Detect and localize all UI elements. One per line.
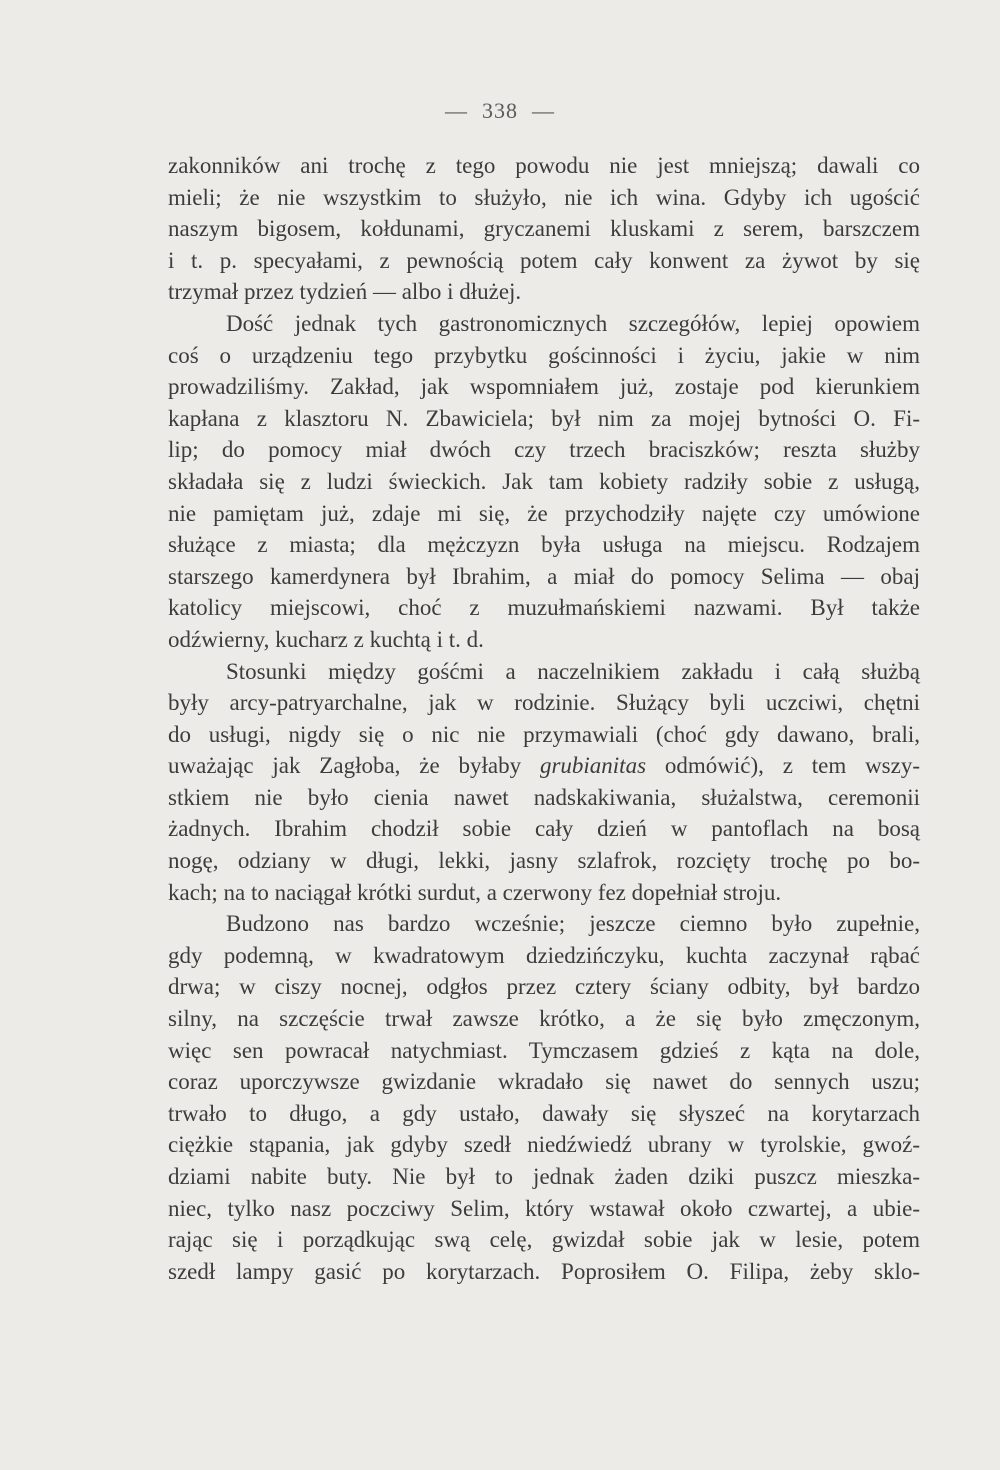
text-line: odźwierny, kucharz z kuchtą i t. d.	[168, 626, 484, 652]
text-line: naszym bigosem, kołdunami, gryczanemi kluskami z serem, barszczem	[168, 216, 920, 242]
text-line: służące z miasta; dla mężczyzn była usługa na miejscu. Rodzajem	[168, 532, 920, 558]
header-dash-right: —	[532, 98, 555, 123]
text-line: Budzono nas bardzo wcześnie; jeszcze ciemno było zupełnie,	[226, 911, 920, 937]
header-dash-left: —	[445, 98, 468, 123]
text-segment: uważając jak Zagłoba, że byłaby	[168, 753, 540, 779]
text-line: składała się z ludzi świeckich. Jak tam kobiety radziły sobie z usługą,	[168, 468, 920, 494]
page-header	[0, 98, 1000, 124]
text-line: nogę, odziany w długi, lekki, jasny szlafrok, rozcięty trochę po bo-	[168, 848, 920, 874]
text-line: trwało to długo, a gdy ustało, dawały się słyszeć na korytarzach	[168, 1100, 920, 1126]
text-line: rając się i porządkując swą celę, gwizdał sobie jak w lesie, potem	[168, 1227, 920, 1253]
text-line: do usługi, nigdy się o nic nie przymawiali (choć gdy dawano, brali,	[168, 721, 920, 747]
text-line: coś o urządzeniu tego przybytku gościnności i życiu, jakie w nim	[168, 342, 920, 368]
text-line: katolicy miejscowi, choć z muzułmańskiemi nazwami. Był także	[168, 595, 920, 621]
text-line: nie pamiętam już, zdaje mi się, że przychodziły najęte czy umówione	[168, 500, 920, 526]
text-line: drwa; w ciszy nocnej, odgłos przez cztery ściany odbity, był bardzo	[168, 974, 920, 1000]
text-line: mieli; że nie wszystkim to służyło, nie ich wina. Gdyby ich ugościć	[168, 184, 920, 210]
text-line: kach; na to naciągał krótki surdut, a czerwony fez dopełniał stroju.	[168, 879, 782, 905]
text-line: lip; do pomocy miał dwóch czy trzech braciszków; reszta służby	[168, 437, 920, 463]
text-line: ciężkie stąpania, jak gdyby szedł niedźwiedź ubrany w tyrolskie, gwoź-	[168, 1132, 920, 1158]
body-text	[168, 150, 920, 1287]
text-line: były arcy-patryarchalne, jak w rodzinie. Służący byli uczciwi, chętni	[168, 690, 920, 716]
text-line: Dość jednak tych gastronomicznych szczegółów, lepiej opowiem	[226, 310, 920, 336]
italic-term: grubianitas	[539, 753, 647, 779]
text-line: trzymał przez tydzień — albo i dłużej.	[168, 279, 522, 305]
text-line: prowadziliśmy. Zakład, jak wspomniałem już, zostaje pod kierunkiem	[168, 374, 920, 400]
text-line: gdy podemną, w kwadratowym dziedzińczyku, kuchta zaczynał rąbać	[168, 942, 920, 968]
text-segment: odmówić), z tem wszy-	[646, 753, 921, 779]
text-line: zakonników ani trochę z tego powodu nie jest mniejszą; dawali co	[168, 153, 920, 178]
text-line: żadnych. Ibrahim chodził sobie cały dzień w pantoflach na bosą	[168, 816, 920, 842]
text-line: kapłana z klasztoru N. Zbawiciela; był nim za mojej bytności O. Fi-	[168, 405, 920, 431]
text-line: starszego kamerdynera był Ibrahim, a miał do pomocy Selima — obaj	[168, 563, 920, 589]
text-line: więc sen powracał natychmiast. Tymczasem gdzieś z kąta na dole,	[168, 1037, 920, 1063]
text-line: coraz uporczywsze gwizdanie wkradało się nawet do sennych uszu;	[168, 1069, 920, 1095]
text-line: i t. p. specyałami, z pewnością potem cały konwent za żywot by się	[168, 247, 920, 273]
text-line	[168, 750, 920, 782]
text-line: Stosunki między gośćmi a naczelnikiem zakładu i całą służbą	[226, 658, 920, 684]
text-line: dziami nabite buty. Nie był to jednak żaden dziki puszcz mieszka-	[168, 1164, 920, 1189]
text-line: szedł lampy gasić po korytarzach. Poprosiłem O. Filipa, żeby sklo-	[168, 1258, 920, 1284]
page-number: 338	[482, 98, 518, 123]
text-line: stkiem nie było cienia nawet nadskakiwania, służalstwa, ceremonii	[168, 784, 920, 810]
text-line: silny, na szczęście trwał zawsze krótko, a że się było zmęczonym,	[168, 1006, 920, 1032]
text-line: niec, tylko nasz poczciwy Selim, który wstawał około czwartej, a ubie-	[168, 1195, 920, 1221]
